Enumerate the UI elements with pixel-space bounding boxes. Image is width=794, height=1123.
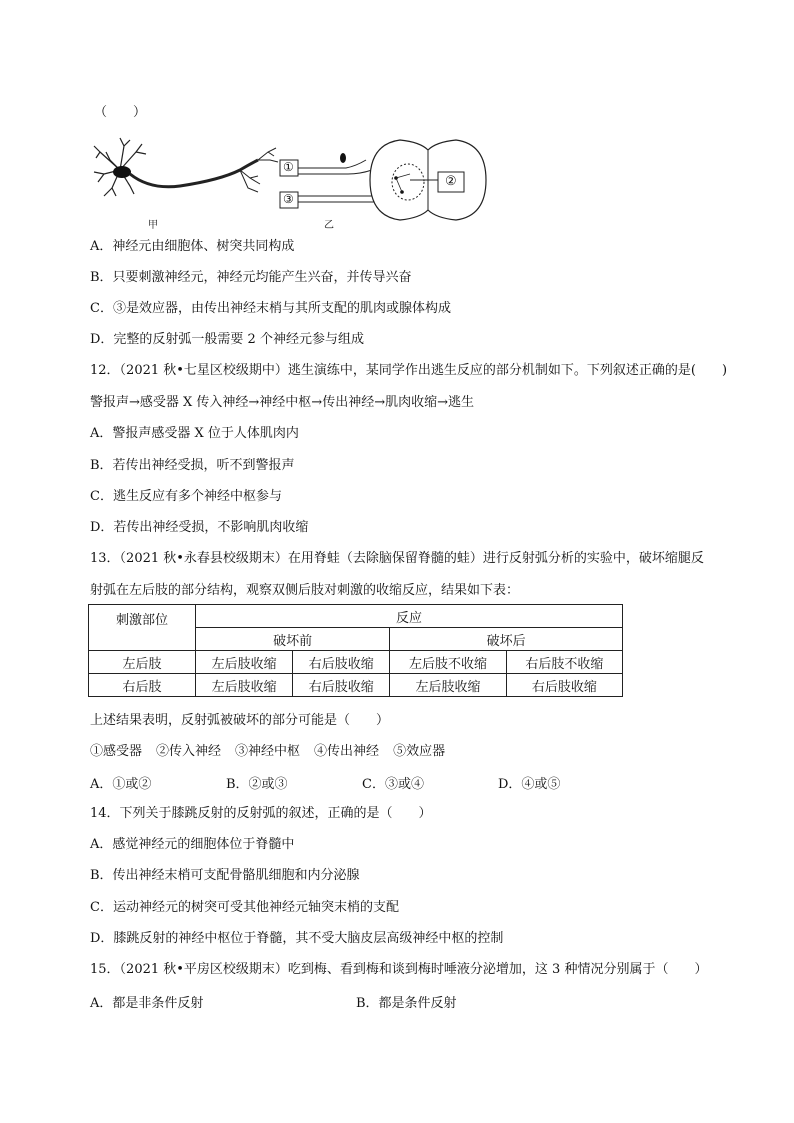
q12-option-d: D．若传出神经受损，不影响肌肉收缩 [90, 520, 309, 535]
q13-item: ②传入神经 [156, 744, 222, 759]
q13-option-c: C．③或④ [362, 777, 424, 792]
table-row [89, 674, 623, 697]
q15-option-b: B．都是条件反射 [356, 996, 457, 1011]
neuron-cell-body [113, 166, 131, 178]
table-row [89, 651, 623, 674]
table-cell: 右后肢不收缩 [506, 651, 622, 674]
table-header-site: 刺激部位 [89, 605, 196, 651]
q13-options [90, 773, 650, 793]
q13-option-a: A．①或② [90, 777, 152, 792]
q13-items [90, 743, 445, 761]
table-cell: 左后肢收缩 [196, 651, 293, 674]
table-header-after: 破坏后 [390, 628, 623, 651]
axon-terminals [240, 148, 278, 192]
q12-option-b: B．若传出神经受损，听不到警报声 [90, 458, 295, 473]
q11-option-d: D．完整的反射弧一般需要 2 个神经元参与组成 [90, 332, 364, 347]
q13-conclusion: 上述结果表明，反射弧被破坏的部分可能是（ ） [90, 713, 390, 728]
q11-figure [90, 130, 490, 230]
table-cell: 左后肢 [89, 651, 196, 674]
q13-stem-line1: 13．（2021 秋•永春县校级期末）在用脊蛙（去除脑保留脊髓的蛙）进行反射弧分析的实验中，破坏缩腿反 [90, 551, 704, 566]
q14-option-d: D．膝跳反射的神经中枢位于脊髓，其不受大脑皮层高级神经中枢的控制 [90, 931, 504, 946]
table-cell: 左后肢收缩 [196, 674, 293, 697]
table-header-before: 破坏前 [196, 628, 390, 651]
q12-mechanism: 警报声→感受器 X 传入神经→神经中枢→传出神经→肌肉收缩→逃生 [90, 395, 474, 410]
q13-item: ①感受器 [90, 744, 143, 759]
neuron-reflex-arc-diagram [90, 130, 490, 230]
box-1-label: ① [283, 160, 294, 174]
q13-item: ③神经中枢 [235, 744, 301, 759]
table-cell: 左后肢收缩 [390, 674, 506, 697]
q14-option-a: A．感觉神经元的细胞体位于脊髓中 [90, 837, 295, 852]
q11-option-b: B．只要刺激神经元，神经元均能产生兴奋，并传导兴奋 [90, 270, 412, 285]
q11-stem-tail: （ ） [94, 105, 147, 120]
q13-item: ⑤效应器 [393, 744, 446, 759]
q15-options [90, 992, 650, 1012]
q14-stem: 14．下列关于膝跳反射的反射弧的叙述，正确的是（ ） [90, 806, 432, 821]
q12-option-a: A．警报声感受器 X 位于人体肌肉内 [90, 426, 299, 441]
box-3-label: ③ [283, 192, 294, 206]
table-cell: 左后肢不收缩 [390, 651, 506, 674]
q15-option-a: A．都是非条件反射 [90, 996, 204, 1011]
q15-stem: 15．（2021 秋•平房区校级期末）吃到梅、看到梅和谈到梅时唾液分泌增加，这 3 种情况分别属于（ ） [90, 962, 708, 977]
q14-option-c: C．运动神经元的树突可受其他神经元轴突末梢的支配 [90, 900, 399, 915]
table-cell: 右后肢 [89, 674, 196, 697]
figure-label-yi: 乙 [324, 220, 334, 231]
q12-option-c: C．逃生反应有多个神经中枢参与 [90, 489, 282, 504]
table-cell: 右后肢收缩 [293, 674, 390, 697]
q13-option-d: D．④或⑤ [498, 777, 561, 792]
q13-item: ④传出神经 [314, 744, 380, 759]
box-2-label: ② [445, 174, 457, 189]
q14-option-b: B．传出神经末梢可支配骨骼肌细胞和内分泌腺 [90, 868, 360, 883]
table-cell: 右后肢收缩 [506, 674, 622, 697]
q12-stem: 12．（2021 秋•七星区校级期中）逃生演练中，某同学作出逃生反应的部分机制如下。下列叙述正确的是( ) [90, 363, 728, 378]
neuron-axon [130, 160, 258, 187]
q11-option-c: C．③是效应器，由传出神经末梢与其所支配的肌肉或腺体构成 [90, 301, 451, 316]
ganglion-icon [340, 153, 346, 163]
q13-result-table [88, 604, 623, 697]
table-cell: 右后肢收缩 [293, 651, 390, 674]
q13-option-b: B．②或③ [226, 777, 288, 792]
table-header-response: 反应 [196, 605, 623, 628]
q13-stem-line2: 射弧在左后肢的部分结构，观察双侧后肢对刺激的收缩反应，结果如下表： [90, 583, 520, 598]
figure-label-jia: 甲 [148, 220, 158, 231]
q11-option-a: A．神经元由细胞体、树突共同构成 [90, 239, 295, 254]
